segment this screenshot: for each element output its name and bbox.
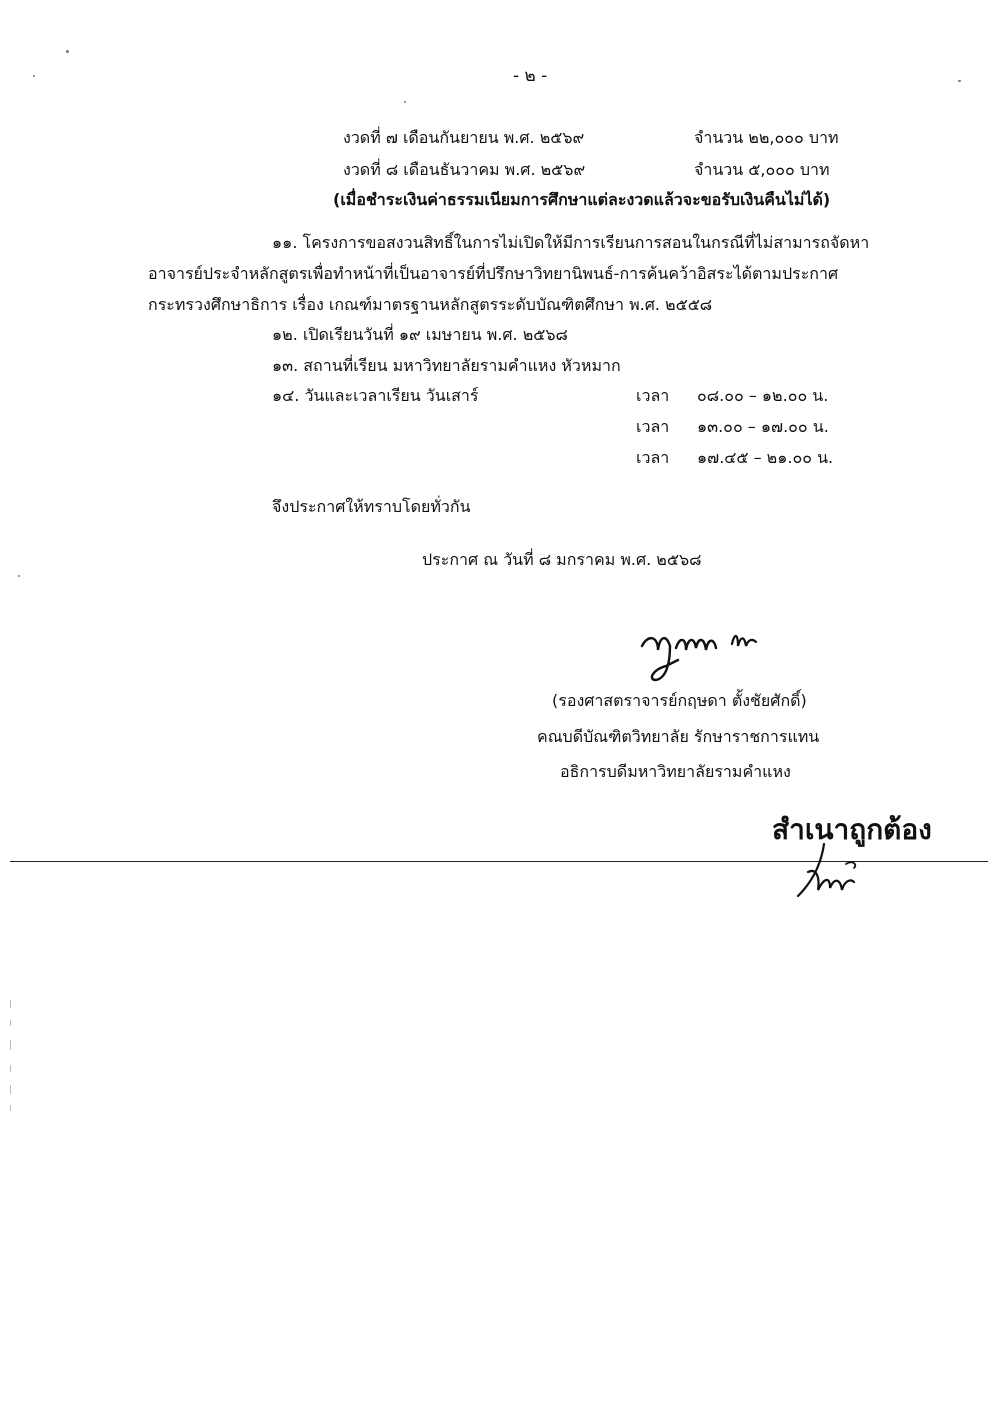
item11-line2: อาจารย์ประจำหลักสูตรเพื่อทำหน้าที่เป็นอาจารย์ที่ปรึกษาวิทยานิพนธ์-การค้นคว้าอิสระได้ตามประกาศ xyxy=(148,264,839,283)
page-number: - ๒ - xyxy=(513,66,548,86)
scan-edge-mark xyxy=(10,1105,11,1111)
certified-copy-stamp: สำเนาถูกต้อง xyxy=(772,813,932,846)
time-label-1: เวลา xyxy=(636,386,670,405)
time-label-2: เวลา xyxy=(636,417,670,436)
time-range-2: ๑๓.๐๐ – ๑๗.๐๐ น. xyxy=(697,417,829,436)
item12: ๑๒. เปิดเรียนวันที่ ๑๙ เมษายน พ.ศ. ๒๕๖๘ xyxy=(272,325,568,344)
signatory-title-2: อธิการบดีมหาวิทยาลัยรามคำแหง xyxy=(560,762,791,781)
scan-speck xyxy=(66,50,69,53)
handwritten-signature xyxy=(636,616,776,686)
item14-label: ๑๔. วันและเวลาเรียน วันเสาร์ xyxy=(272,386,479,405)
scan-edge-mark xyxy=(10,1040,11,1050)
time-range-1: ๐๘.๐๐ – ๑๒.๐๐ น. xyxy=(697,386,829,405)
installment-8-amount: จำนวน ๕,๐๐๐ บาท xyxy=(694,160,830,179)
closing-statement: จึงประกาศให้ทราบโดยทั่วกัน xyxy=(272,497,471,516)
installment-7-amount: จำนวน ๒๒,๐๐๐ บาท xyxy=(694,128,839,147)
scan-speck xyxy=(33,75,35,77)
scan-edge-mark xyxy=(10,1085,11,1094)
signatory-title-1: คณบดีบัณฑิตวิทยาลัย รักษาราชการแทน xyxy=(537,727,820,746)
scan-speck xyxy=(404,101,406,103)
item13: ๑๓. สถานที่เรียน มหาวิทยาลัยรามคำแหง หัวหมาก xyxy=(272,356,621,375)
item11-line3: กระทรวงศึกษาธิการ เรื่อง เกณฑ์มาตรฐานหลักสูตรระดับบัณฑิตศึกษา พ.ศ. ๒๕๕๘ xyxy=(148,295,713,314)
announcement-date: ประกาศ ณ วันที่ ๘ มกราคม พ.ศ. ๒๕๖๘ xyxy=(422,550,702,569)
installment-8-label: งวดที่ ๘ เดือนธันวาคม พ.ศ. ๒๕๖๙ xyxy=(343,160,586,179)
time-range-3: ๑๗.๔๕ – ๒๑.๐๐ น. xyxy=(697,448,834,467)
signatory-name: (รองศาสตราจารย์กฤษดา ตั้งชัยศักดิ์) xyxy=(552,691,807,710)
initials-signature xyxy=(790,838,870,908)
scan-speck xyxy=(18,575,20,577)
time-label-3: เวลา xyxy=(636,448,670,467)
scan-edge-mark xyxy=(10,1065,11,1072)
item11-line1: ๑๑. โครงการขอสงวนสิทธิ์ในการไม่เปิดให้มีการเรียนการสอนในกรณีที่ไม่สามารถจัดหา xyxy=(272,233,870,252)
scan-edge-mark xyxy=(10,1000,11,1008)
refund-note: (เมื่อชำระเงินค่าธรรมเนียมการศึกษาแต่ละงวดแล้วจะขอรับเงินคืนไม่ได้) xyxy=(333,190,831,209)
scan-edge-mark xyxy=(10,1020,11,1026)
scan-speck xyxy=(958,80,961,82)
installment-7-label: งวดที่ ๗ เดือนกันยายน พ.ศ. ๒๕๖๙ xyxy=(343,128,585,147)
